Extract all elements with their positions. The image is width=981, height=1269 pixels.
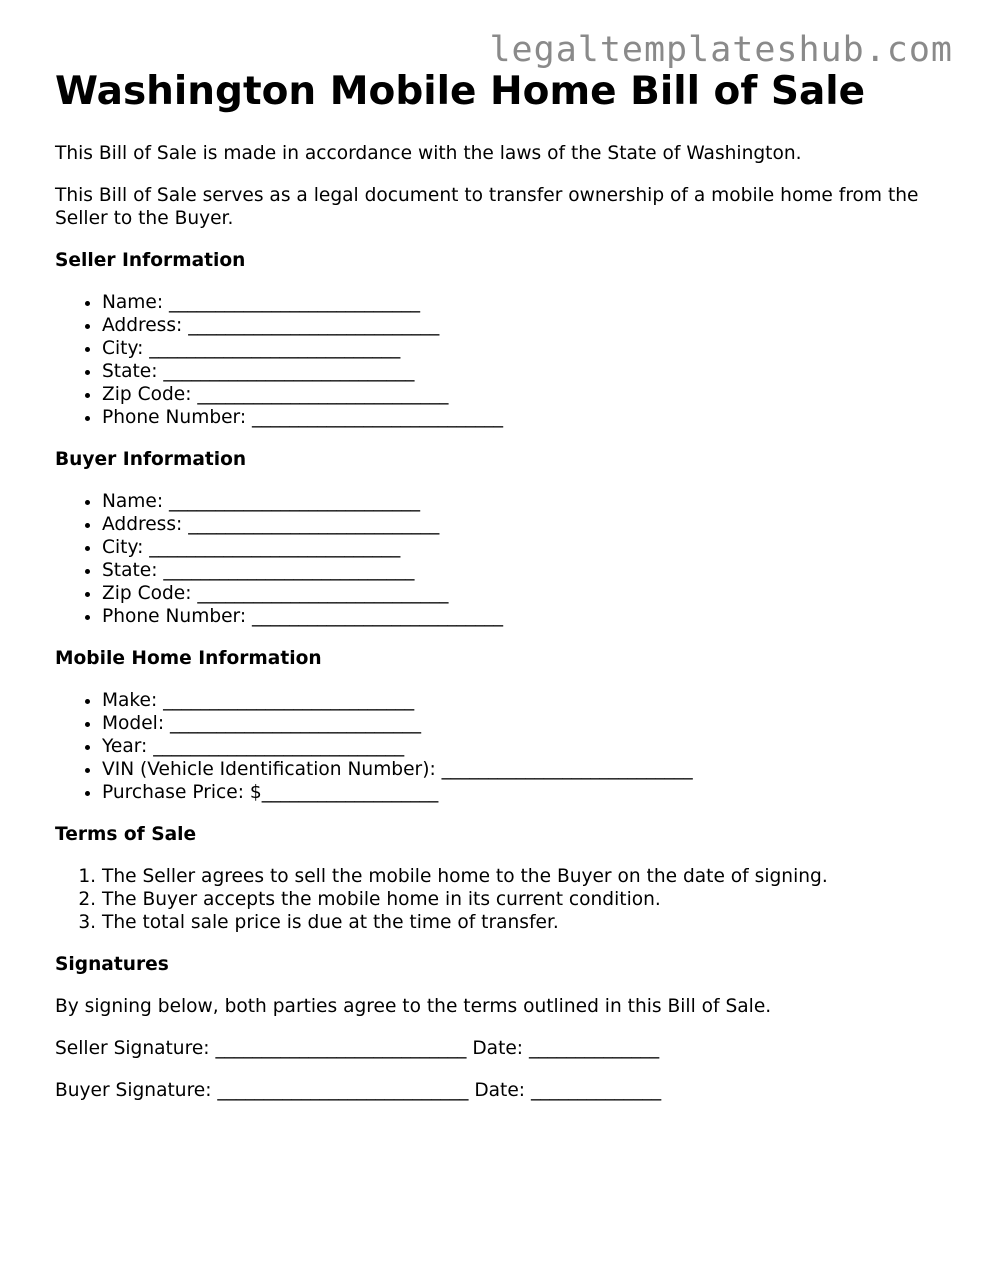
seller-phone-field: • Phone Number: ___________________________ xyxy=(102,406,935,429)
buyer-address-field: • Address: ___________________________ xyxy=(102,513,935,536)
mobile-home-make-field: • Make: ___________________________ xyxy=(102,689,935,712)
buyer-name-field: • Name: ___________________________ xyxy=(102,490,935,513)
document-page xyxy=(55,68,935,1121)
terms-list xyxy=(55,865,935,934)
buyer-city-field: • City: ___________________________ xyxy=(102,536,935,559)
buyer-phone-field: • Phone Number: ___________________________ xyxy=(102,605,935,628)
document-title: Washington Mobile Home Bill of Sale xyxy=(55,69,866,114)
intro-paragraph-purpose: This Bill of Sale serves as a legal document to transfer ownership of a mobile home from the Seller to the Buyer. xyxy=(55,185,919,229)
signatures-section-heading: Signatures xyxy=(55,954,169,975)
mobile-home-vin-field: • VIN (Vehicle Identification Number): ___________________________ xyxy=(102,758,935,781)
intro-paragraph-law: This Bill of Sale is made in accordance with the laws of the State of Washington. xyxy=(55,143,802,164)
signatures-statement: By signing below, both parties agree to the terms outlined in this Bill of Sale. xyxy=(55,996,772,1017)
seller-address-field: • Address: ___________________________ xyxy=(102,314,935,337)
buyer-section-heading: Buyer Information xyxy=(55,449,247,470)
buyer-fields-list xyxy=(55,490,935,628)
seller-name-field: • Name: ___________________________ xyxy=(102,291,935,314)
mobile-home-year-field: • Year: ___________________________ xyxy=(102,735,935,758)
mobile-home-fields-list xyxy=(55,689,935,804)
watermark-site-name: legaltemplateshub.com xyxy=(489,30,953,70)
buyer-zip-field: • Zip Code: ___________________________ xyxy=(102,582,935,605)
seller-state-field: • State: ___________________________ xyxy=(102,360,935,383)
mobile-home-price-field: • Purchase Price: $___________________ xyxy=(102,781,935,804)
terms-section-heading: Terms of Sale xyxy=(55,824,197,845)
term-item: 2. The Buyer accepts the mobile home in its current condition. xyxy=(102,888,935,911)
seller-signature-line: Seller Signature: ___________________________ Date: ______________ xyxy=(55,1038,660,1059)
term-item: 3. The total sale price is due at the time of transfer. xyxy=(102,911,935,934)
mobile-home-section-heading: Mobile Home Information xyxy=(55,648,322,669)
seller-section-heading: Seller Information xyxy=(55,250,246,271)
buyer-signature-line: Buyer Signature: ___________________________ Date: ______________ xyxy=(55,1080,662,1101)
seller-fields-list xyxy=(55,291,935,429)
term-item: 1. The Seller agrees to sell the mobile home to the Buyer on the date of signing. xyxy=(102,865,935,888)
buyer-state-field: • State: ___________________________ xyxy=(102,559,935,582)
seller-city-field: • City: ___________________________ xyxy=(102,337,935,360)
seller-zip-field: • Zip Code: ___________________________ xyxy=(102,383,935,406)
mobile-home-model-field: • Model: ___________________________ xyxy=(102,712,935,735)
